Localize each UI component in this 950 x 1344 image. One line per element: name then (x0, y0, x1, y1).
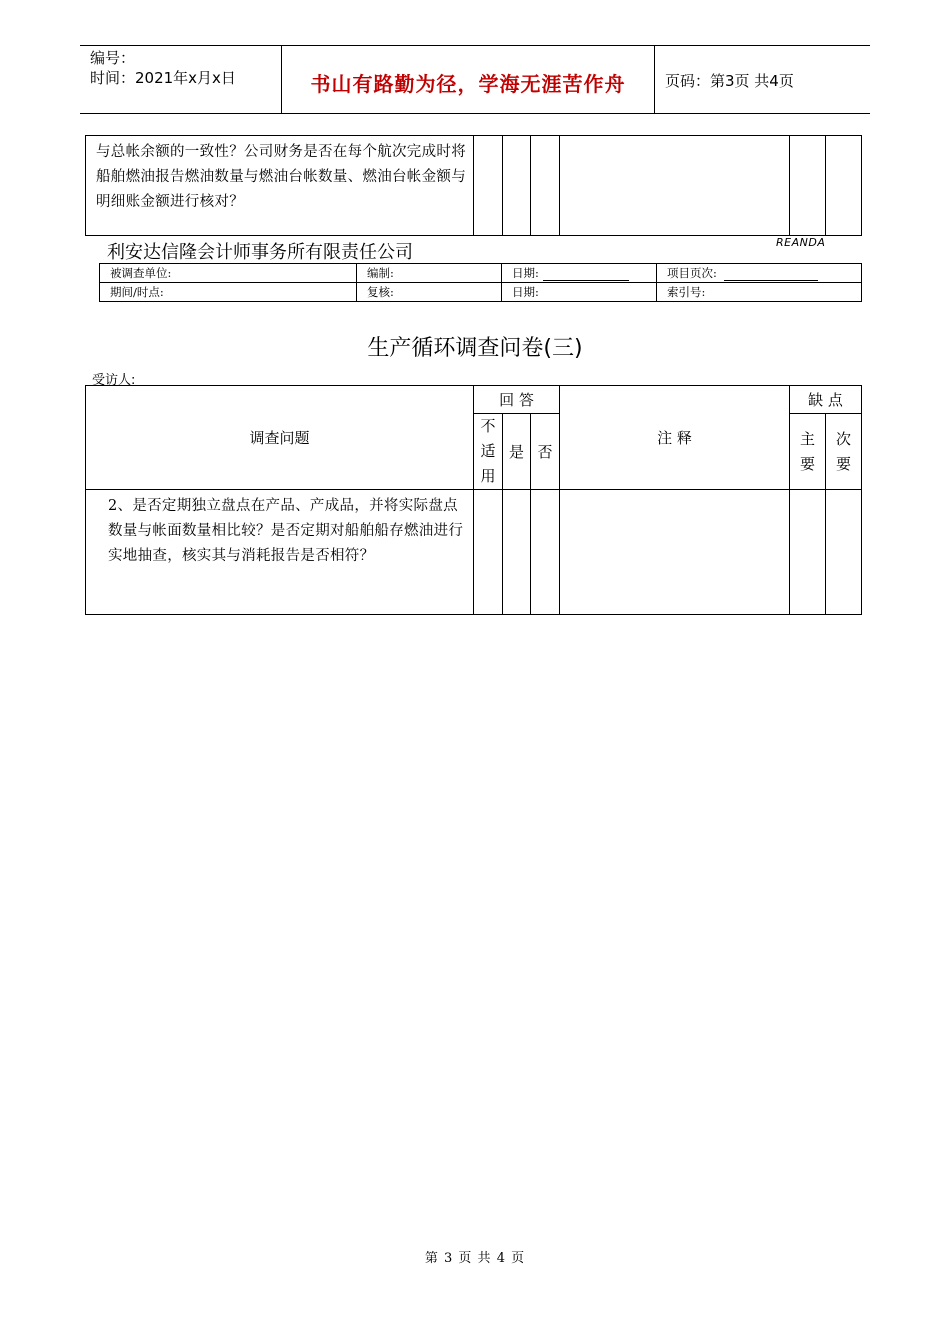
answer-yes-cell (503, 136, 531, 236)
column-header-note: 注 释 (560, 386, 790, 490)
index-number-field: 索引号: (657, 283, 862, 302)
note-cell (560, 490, 790, 615)
date-field (502, 264, 657, 283)
defect-minor-cell (826, 490, 862, 615)
column-header-question: 调查问题 (86, 386, 474, 490)
prepared-by-field: 编制: (357, 264, 502, 283)
page-title: 生产循环调查问卷(三) (367, 336, 583, 361)
header-motto: 书山有路勤为径，学海无涯苦作舟 (310, 72, 626, 96)
answer-yes-cell (503, 490, 531, 615)
header-page-number: 页码：第3页 共4页 (665, 72, 794, 90)
answer-no-cell (531, 490, 560, 615)
major-label: 主要 (800, 429, 816, 473)
interviewee-label: 受访人: (92, 373, 136, 388)
header-divider (654, 45, 655, 113)
firm-brand: REANDA (776, 236, 826, 249)
project-page-label: 项目页次: (667, 266, 717, 280)
header-bottom-rule (80, 113, 870, 114)
column-header-major (790, 414, 826, 490)
column-header-defect: 缺 点 (790, 386, 862, 414)
date-field: 日期: (502, 283, 657, 302)
questionnaire-table (85, 385, 862, 615)
project-page-blank (724, 268, 818, 281)
date-label: 日期: (512, 266, 539, 280)
not-applicable-label: 不适用 (480, 417, 496, 485)
table-row (100, 264, 862, 283)
minor-label: 次要 (836, 429, 852, 473)
table-row (86, 490, 862, 615)
working-paper-info-table (99, 263, 862, 302)
column-header-yes: 是 (503, 414, 531, 490)
defect-minor-cell (826, 136, 862, 236)
date-blank (543, 268, 629, 281)
reviewed-by-field: 复核: (357, 283, 502, 302)
answer-no-cell (531, 136, 560, 236)
question-cell: 2、是否定期独立盘点在产品、产成品，并将实际盘点数量与帐面数量相比较？是否定期对船舶船存燃油进行实地抽查，核实其与消耗报告是否相符？ (86, 490, 474, 615)
column-header-answer: 回 答 (474, 386, 560, 414)
defect-major-cell (790, 490, 826, 615)
period-field: 期间/时点: (100, 283, 357, 302)
page-footer: 第 3 页 共 4 页 (424, 1251, 526, 1266)
column-header-not-applicable (474, 414, 503, 490)
question-cell: 与总帐余额的一致性？公司财务是否在每个航次完成时将船舶燃油报告燃油数量与燃油台帐数量、燃油台帐金额与明细账金额进行核对？ (86, 136, 474, 236)
table-header-row (86, 386, 862, 414)
table-row (100, 283, 862, 302)
table-row (86, 136, 862, 236)
continuation-table (85, 135, 862, 236)
header-meta (90, 48, 236, 88)
document-number-label: 编号： (90, 49, 136, 67)
defect-major-cell (790, 136, 826, 236)
header-top-rule (80, 45, 870, 46)
column-header-no: 否 (531, 414, 560, 490)
note-cell (560, 136, 790, 236)
column-header-minor (826, 414, 862, 490)
document-time-label: 时间：2021年x月x日 (90, 69, 236, 87)
project-page-field (657, 264, 862, 283)
answer-na-cell (474, 490, 503, 615)
audited-unit-field: 被调查单位: (100, 264, 357, 283)
answer-na-cell (474, 136, 503, 236)
firm-name: 利安达信隆会计师事务所有限责任公司 (107, 242, 413, 263)
